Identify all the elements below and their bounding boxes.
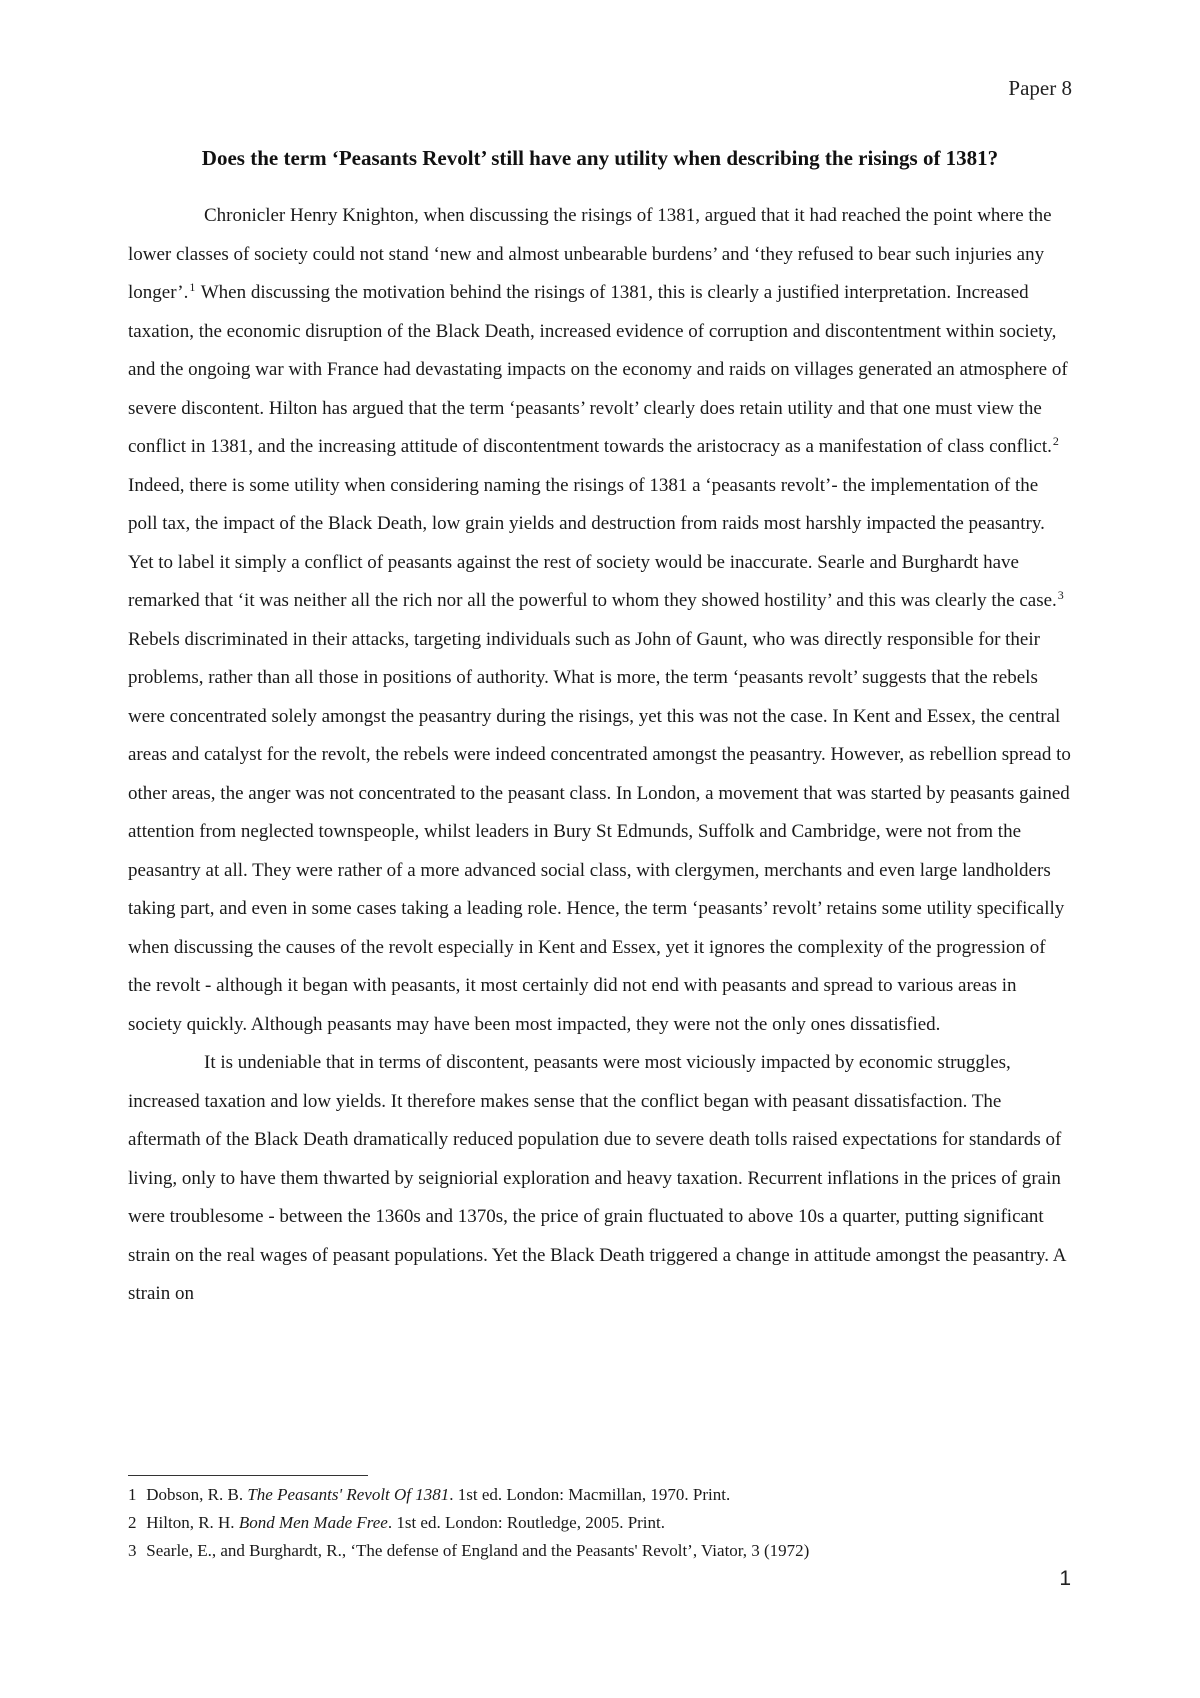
body-paragraph bbox=[128, 197, 1072, 1044]
page-number: 1 bbox=[1059, 1567, 1071, 1590]
footnote-text: Searle, E., and Burghardt, R., ‘The defense of England and the Peasants' Revolt’, Viator, 3 (1972) bbox=[146, 1541, 810, 1560]
footnote-text: Hilton, R. H. bbox=[146, 1513, 239, 1532]
paragraph-text: Indeed, there is some utility when considering naming the risings of 1381 a ‘peasants revolt’- the implementation of the poll tax, the impact of the Black Death, low grain yields and destruction from raids most harshly impacted the peasantry. Yet to label it simply a conflict of peasants against the rest of society would be inaccurate. Searle and Burghardt have remarked that ‘it was neither all the rich nor all the powerful to whom they showed hostility’ and this was clearly the case. bbox=[128, 474, 1057, 611]
footnote-item bbox=[128, 1537, 1072, 1565]
footnote-number: 3 bbox=[128, 1541, 137, 1560]
footnote-text: Dobson, R. B. bbox=[146, 1485, 248, 1504]
footnote-number: 2 bbox=[128, 1513, 137, 1532]
footnote-ref[interactable]: 3 bbox=[1057, 588, 1064, 602]
footnote-ref[interactable]: 1 bbox=[189, 280, 196, 294]
footnote-item bbox=[128, 1481, 1072, 1509]
footnote-separator bbox=[128, 1475, 368, 1476]
footnote-title: Bond Men Made Free bbox=[238, 1513, 388, 1532]
footnote-text: . 1st ed. London: Routledge, 2005. Print. bbox=[387, 1513, 666, 1532]
body-paragraph bbox=[128, 1044, 1072, 1314]
paragraph-text: When discussing the motivation behind the risings of 1381, this is clearly a justified interpretation. Increased taxation, the economic disruption of the Black Death, increased evidence of corruption and discontentment within society, and the ongoing war with France had devastating impacts on the economy and raids on villages generated an atmosphere of severe discontent. Hilton has argued that the term ‘peasants’ revolt’ clearly does retain utility and that one must view the conflict in 1381, and the increasing attitude of discontentment towards the aristocracy as a manifestation of class conflict. bbox=[128, 282, 1068, 457]
paragraph-text: Rebels discriminated in their attacks, targeting individuals such as John of Gaunt, who was directly responsible for their problems, rather than all those in positions of authority. What is more, the term ‘peasants revolt’ suggests that the rebels were concentrated solely amongst the peasantry during the risings, yet this was not the case. In Kent and Essex, the central areas and catalyst for the revolt, the rebels were indeed concentrated amongst the peasantry. However, as rebellion spread to other areas, the anger was not concentrated to the peasant class. In London, a movement that was started by peasants gained attention from neglected townspeople, whilst leaders in Bury St Edmunds, Suffolk and Cambridge, were not from the peasantry at all. They were rather of a more advanced social class, with clergymen, merchants and even large landholders taking part, and even in some cases taking a leading role. Hence, the term ‘peasants’ revolt’ retains some utility specifically when discussing the causes of the revolt especially in Kent and Essex, yet it ignores the complexity of the progression of the revolt - although it began with peasants, it most certainly did not end with peasants and spread to various areas in society quickly. Although peasants may have been most impacted, they were not the only ones dissatisfied. bbox=[128, 628, 1071, 1035]
paragraph-text: Chronicler Henry Knighton, when discussing the risings of 1381, argued that it had reached the point where the lower classes of society could not stand ‘new and almost unbearable burdens’ and ‘they refused to bear such injuries any longer’. bbox=[128, 205, 1052, 303]
footnote-text: . 1st ed. London: Macmillan, 1970. Print. bbox=[449, 1485, 731, 1504]
footnote-ref[interactable]: 2 bbox=[1052, 434, 1059, 448]
paragraph-text: It is undeniable that in terms of discontent, peasants were most viciously impacted by economic struggles, increased taxation and low yields. It therefore makes sense that the conflict began with peasant dissatisfaction. The aftermath of the Black Death dramatically reduced population due to severe death tolls raised expectations for standards of living, only to have them thwarted by seigniorial exploration and heavy taxation. Recurrent inflations in the prices of grain were troublesome - between the 1360s and 1370s, the price of grain fluctuated to above 10s a quarter, putting significant strain on the real wages of peasant populations. Yet the Black Death triggered a change in attitude amongst the peasantry. A strain on bbox=[128, 1052, 1066, 1304]
footnote-title: The Peasants' Revolt Of 1381 bbox=[247, 1485, 450, 1504]
footnotes bbox=[128, 1481, 1072, 1565]
footnote-number: 1 bbox=[128, 1485, 137, 1504]
footnote-item bbox=[128, 1509, 1072, 1537]
page-title: Does the term ‘Peasants Revolt’ still have any utility when describing the risings of 1381? bbox=[201, 146, 999, 170]
body-text bbox=[128, 197, 1072, 1314]
page-header: Paper 8 bbox=[1008, 76, 1072, 100]
